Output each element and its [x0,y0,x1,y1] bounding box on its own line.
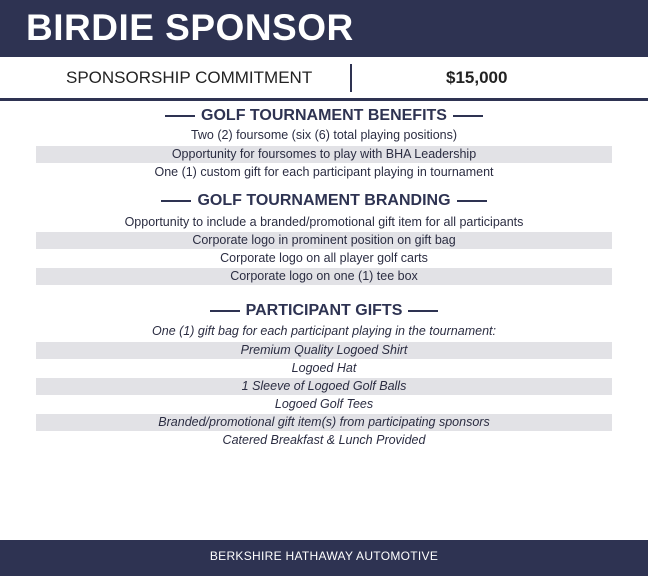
benefit-item: Two (2) foursome (six (6) total playing positions) [190,128,458,142]
footer-company-name: BERKSHIRE HATHAWAY AUTOMOTIVE [209,549,439,563]
heading-dash-right [457,200,487,202]
benefit-item: Opportunity for foursomes to play with BHA Leadership [36,146,612,163]
branding-item: Corporate logo on all player golf carts [220,251,428,265]
branding-item: Opportunity to include a branded/promotional gift item for all participants [124,215,524,229]
heading-dash-left [165,115,195,117]
gift-item: Catered Breakfast & Lunch Provided [222,433,426,447]
gift-item: 1 Sleeve of Logoed Golf Balls [36,378,612,395]
commitment-bar [0,57,648,101]
heading-dash-right [453,115,483,117]
commitment-amount: $15,000 [446,68,508,87]
section-heading-text: PARTICIPANT GIFTS [245,302,403,319]
heading-dash-right [408,310,438,312]
section-heading-text: GOLF TOURNAMENT BENEFITS [201,107,447,124]
header-banner [0,0,648,57]
section-heading-text: GOLF TOURNAMENT BRANDING [197,192,451,209]
gift-item: Logoed Golf Tees [274,397,374,411]
section-heading-gifts [0,301,648,321]
heading-dash-left [161,200,191,202]
benefit-item: One (1) custom gift for each participant playing in tournament [154,165,494,179]
commitment-divider [350,64,352,92]
branding-item: Corporate logo on one (1) tee box [36,268,612,285]
heading-dash-left [210,310,240,312]
gift-item: One (1) gift bag for each participant playing in the tournament: [152,324,496,338]
page-title: BIRDIE SPONSOR [26,7,354,48]
footer-banner [0,540,648,576]
gift-item: Branded/promotional gift item(s) from participating sponsors [36,414,612,431]
commitment-label: SPONSORSHIP COMMITMENT [66,68,313,87]
gift-item: Premium Quality Logoed Shirt [36,342,612,359]
section-heading-benefits [0,106,648,126]
branding-item: Corporate logo in prominent position on gift bag [36,232,612,249]
section-heading-branding [0,191,648,211]
gift-item: Logoed Hat [291,361,357,375]
